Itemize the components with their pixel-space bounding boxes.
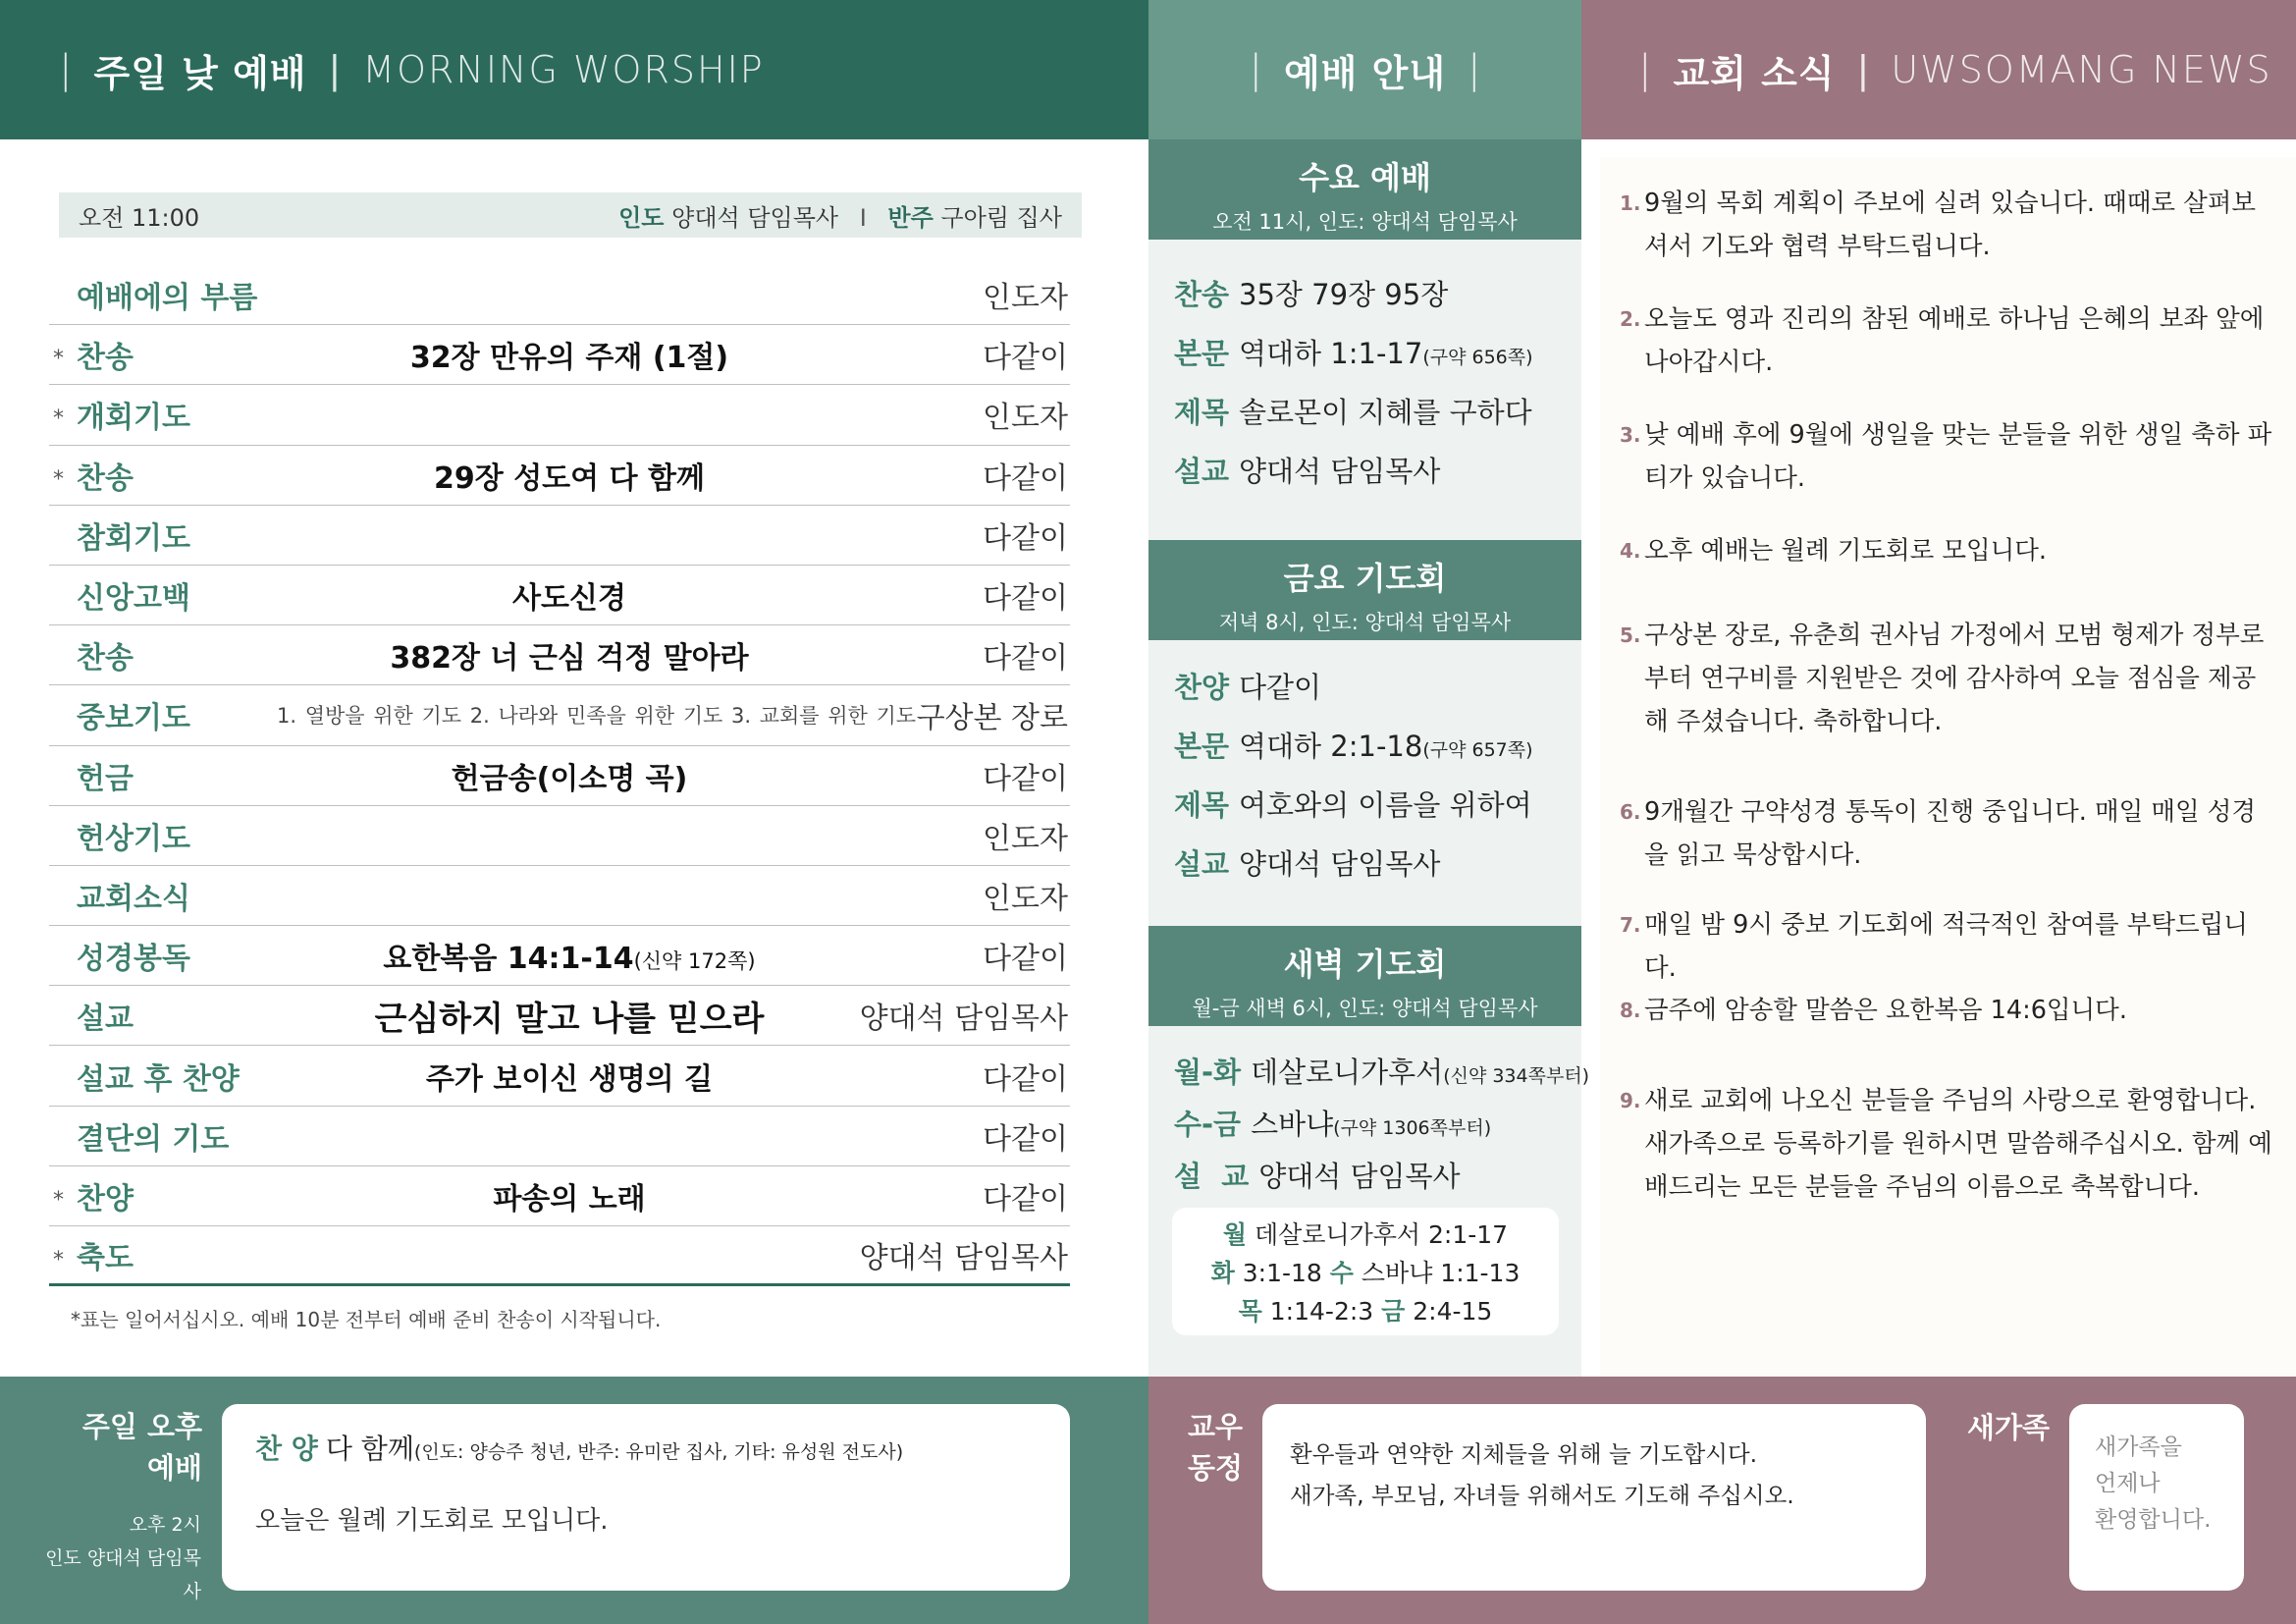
- new-family-card: [2069, 1404, 2244, 1591]
- fellowship-title: [1176, 1406, 1255, 1489]
- order-row: [49, 1166, 1070, 1226]
- item-page: (구약 1306쪽부터): [1333, 1117, 1492, 1139]
- news-item: [1620, 614, 2277, 743]
- order-performer: 다같이: [983, 520, 1068, 556]
- friday-text: [1174, 725, 1533, 765]
- order-row: [49, 866, 1070, 926]
- order-row: [49, 1107, 1070, 1166]
- order-performer: 양대석 담임목사: [859, 1241, 1068, 1276]
- accompanist-name: 구아림 집사: [940, 203, 1062, 232]
- order-label: 중보기도: [77, 701, 190, 736]
- friday-subtitle: 저녁 8시, 인도: 양대석 담임목사: [1218, 611, 1512, 634]
- order-label: 참회기도: [77, 520, 190, 556]
- item-value: 양대석 담임목사: [1258, 1160, 1461, 1193]
- item-value: 역대하 1:1-17: [1239, 337, 1423, 370]
- news-item: [1620, 1079, 2277, 1209]
- news-text: 9월의 목회 계획이 주보에 실려 있습니다. 때때로 살펴보셔서 기도와 협력 부탁드립니다.: [1644, 189, 2256, 261]
- order-content: 파송의 노래: [493, 1181, 646, 1217]
- item-value: 스바냐: [1251, 1108, 1334, 1141]
- order-performer: 다같이: [983, 581, 1068, 617]
- dawn-subtitle: 월-금 새벽 6시, 인도: 양대석 담임목사: [1192, 997, 1538, 1020]
- order-performer: 다같이: [983, 1181, 1068, 1217]
- order-performer: 인도자: [983, 401, 1068, 436]
- afternoon-praise: [255, 1428, 1037, 1467]
- news-text: 금주에 암송할 말씀은 요한복음 14:6입니다.: [1644, 996, 2127, 1025]
- order-performer: 다같이: [983, 761, 1068, 796]
- friday-title: 금요 기도회: [1283, 560, 1447, 597]
- wednesday-title: 수요 예배: [1299, 159, 1431, 196]
- order-row: [49, 625, 1070, 685]
- header-bar: |: [1638, 47, 1652, 92]
- order-content: 주가 보이신 생명의 길: [425, 1061, 714, 1097]
- afternoon-title-line: 예배: [146, 1451, 202, 1485]
- friday-preacher: [1174, 842, 1440, 883]
- order-row: [49, 746, 1070, 806]
- header-guide: [1148, 0, 1581, 139]
- order-label: 찬송: [77, 460, 133, 496]
- order-content: 382장 너 근심 걱정 말아라: [390, 641, 749, 677]
- item-key: 찬송: [1174, 278, 1230, 311]
- news-number: 4.: [1620, 539, 1641, 563]
- new-family-title: 새가족: [1967, 1411, 2051, 1444]
- friday-title-item: [1174, 784, 1532, 824]
- order-row: [49, 506, 1070, 566]
- afternoon-details: [29, 1508, 201, 1608]
- order-row: [49, 566, 1070, 625]
- day-key: 목: [1238, 1297, 1262, 1326]
- order-row: [49, 926, 1070, 986]
- header-title-kr: 주일 낮 예배: [93, 51, 307, 95]
- order-row: [49, 265, 1070, 325]
- wednesday-hymn: [1174, 273, 1448, 313]
- order-row: [49, 325, 1070, 385]
- fellowship-title-line: 교우: [1187, 1410, 1244, 1443]
- header-morning-worship: [0, 0, 1148, 139]
- news-number: 8.: [1620, 999, 1641, 1022]
- friday-hymn: [1174, 666, 1321, 706]
- dawn-schedule-line: [1172, 1254, 1559, 1292]
- order-performer: 다같이: [983, 1121, 1068, 1157]
- day-reading: 1:14-2:3: [1269, 1297, 1374, 1326]
- order-row: [49, 986, 1070, 1046]
- order-content: [245, 934, 893, 977]
- item-value: 양대석 담임목사: [1239, 455, 1441, 488]
- item-value: 데살로니가후서: [1251, 1056, 1444, 1089]
- order-label: 찬양: [77, 1181, 133, 1217]
- item-key: 설 교: [1174, 1160, 1250, 1193]
- stand-marker: *: [53, 1187, 64, 1213]
- news-item: [1620, 529, 2277, 572]
- order-of-service: [49, 265, 1070, 1286]
- new-family-line: 환영합니다.: [2095, 1507, 2212, 1533]
- header-news-title-kr: 교회 소식: [1673, 51, 1836, 95]
- service-info-bar: [59, 192, 1082, 238]
- standing-footnote: *표는 일어서십시오. 예배 10분 전부터 예배 준비 찬송이 시작됩니다.: [71, 1308, 662, 1331]
- header-separator: |: [328, 48, 342, 91]
- header-separator: |: [1856, 48, 1870, 91]
- afternoon-leader: 인도 양대석 담임목사: [45, 1547, 201, 1602]
- afternoon-time: 오후 2시: [129, 1514, 201, 1536]
- order-row: [49, 446, 1070, 506]
- item-key: 찬양: [1174, 671, 1230, 704]
- news-number: 3.: [1620, 423, 1641, 447]
- order-label: 설교 후 찬양: [77, 1061, 240, 1097]
- order-performer: 양대석 담임목사: [859, 1001, 1068, 1037]
- item-page: (구약 657쪽): [1422, 739, 1533, 761]
- order-row: [49, 685, 1070, 745]
- order-label: 결단의 기도: [77, 1121, 230, 1157]
- order-row: [49, 806, 1070, 866]
- scripture-reference: 요한복음 14:1-14: [383, 942, 634, 977]
- header-news-title-en: UWSOMANG NEWS: [1891, 48, 2272, 91]
- intercession-topics: 1. 열방을 위한 기도 2. 나라와 민족을 위한 기도 3. 교회를 위한 기도: [277, 704, 917, 729]
- order-performer: 인도자: [983, 821, 1068, 856]
- order-label: 신앙고백: [77, 581, 190, 617]
- order-label: 헌상기도: [77, 821, 190, 856]
- sermon-title: 근심하지 말고 나를 믿으라: [374, 999, 765, 1039]
- order-label: 예배에의 부름: [77, 281, 258, 316]
- stand-marker: *: [53, 347, 64, 372]
- news-text: 오후 예배는 월례 기도회로 모입니다.: [1644, 536, 2048, 566]
- order-performer: 다같이: [983, 641, 1068, 677]
- item-value: 다같이: [1239, 671, 1322, 704]
- news-item: [1620, 298, 2277, 384]
- order-performer: 다같이: [983, 1061, 1068, 1097]
- scripture-page: (신약 172쪽): [633, 949, 756, 974]
- news-number: 2.: [1620, 307, 1641, 331]
- fellowship-title-line: 동정: [1187, 1451, 1244, 1485]
- news-text: 구상본 장로, 유춘희 권사님 가정에서 모범 형제가 정부로부터 연구비를 지원받은 것에 감사하여 오늘 점심을 제공해 주셨습니다. 축하합니다.: [1644, 621, 2265, 736]
- order-performer: 다같이: [983, 460, 1068, 496]
- header-title-en: MORNING WORSHIP: [362, 48, 765, 91]
- leader-label: 인도: [618, 203, 665, 232]
- order-label: 찬송: [77, 341, 133, 376]
- order-row: [49, 1226, 1070, 1286]
- item-key: 제목: [1174, 788, 1230, 822]
- stand-marker: *: [53, 1248, 64, 1272]
- item-value: 양대석 담임목사: [1239, 847, 1441, 881]
- wednesday-text: [1174, 332, 1533, 372]
- day-key: 금: [1381, 1297, 1406, 1326]
- header-bar: |: [1249, 47, 1262, 92]
- item-value: 역대하 2:1-18: [1239, 730, 1423, 763]
- news-item: [1620, 989, 2277, 1032]
- wednesday-title-item: [1174, 391, 1532, 431]
- news-item: [1620, 413, 2277, 500]
- fellowship-line: 새가족, 부모님, 자녀들 위해서도 기도해 주십시오.: [1290, 1482, 1794, 1509]
- header-bar: |: [1468, 47, 1481, 92]
- new-family-line: 언제나: [2095, 1471, 2161, 1496]
- praise-credits: (인도: 양승주 청년, 반주: 유미란 집사, 기타: 유성원 전도사): [413, 1441, 904, 1463]
- news-item: [1620, 790, 2277, 877]
- news-text: 낮 예배 후에 9월에 생일을 맞는 분들을 위한 생일 축하 파티가 있습니다.: [1644, 420, 2272, 493]
- news-number: 9.: [1620, 1089, 1641, 1112]
- order-performer: 구상본 장로: [916, 701, 1068, 736]
- order-performer: 다같이: [983, 942, 1068, 977]
- dawn-schedule-box: [1172, 1208, 1559, 1335]
- order-label: 축도: [77, 1241, 133, 1276]
- fellowship-card: [1262, 1404, 1926, 1591]
- stand-marker: *: [53, 466, 64, 492]
- news-number: 5.: [1620, 623, 1641, 647]
- dawn-header: [1148, 926, 1581, 1026]
- order-label: 찬송: [77, 641, 133, 677]
- dawn-wed-fri: [1174, 1103, 1491, 1143]
- item-value: 솔로몬이 지혜를 구하다: [1239, 396, 1532, 429]
- news-number: 7.: [1620, 913, 1641, 937]
- order-performer: 인도자: [983, 281, 1068, 316]
- order-label: 헌금: [77, 761, 133, 796]
- afternoon-title: [26, 1406, 202, 1489]
- order-content: 사도신경: [512, 581, 626, 617]
- order-content: 32장 만유의 주재 (1절): [409, 341, 729, 376]
- order-row: [49, 385, 1070, 445]
- praise-key: 찬 양: [255, 1433, 318, 1465]
- news-item: [1620, 903, 2277, 990]
- item-key: 수-금: [1174, 1108, 1242, 1141]
- order-content: 29장 성도여 다 함께: [434, 460, 705, 496]
- order-label: 성경봉독: [77, 942, 190, 977]
- order-label: 교회소식: [77, 881, 190, 916]
- friday-header: [1148, 540, 1581, 640]
- day-reading: 스바냐 1:1-13: [1361, 1259, 1521, 1287]
- item-key: 본문: [1174, 730, 1230, 763]
- order-label: 설교: [77, 1001, 133, 1037]
- leader-name: 양대석 담임목사: [671, 203, 839, 232]
- order-performer: 인도자: [983, 881, 1068, 916]
- news-text: 새로 교회에 나오신 분들을 주님의 사랑으로 환영합니다. 새가족으로 등록하기를 원하시면 말씀해주십시오. 함께 예배드리는 모든 분들을 주님의 이름으로 축복합니다.: [1644, 1086, 2272, 1202]
- news-number: 1.: [1620, 191, 1641, 215]
- service-time: 오전 11:00: [79, 203, 200, 232]
- item-key: 설교: [1174, 455, 1230, 488]
- header-news: [1581, 0, 2296, 139]
- item-page: (신약 334쪽부터): [1443, 1065, 1590, 1087]
- header-guide-title: 예배 안내: [1283, 51, 1447, 95]
- wednesday-preacher: [1174, 450, 1440, 490]
- new-family-line: 새가족을: [2095, 1435, 2182, 1460]
- dawn-mon-tue: [1174, 1051, 1589, 1091]
- wednesday-subtitle: 오전 11시, 인도: 양대석 담임목사: [1212, 210, 1518, 234]
- accompanist-label: 반주: [887, 203, 934, 232]
- afternoon-note: 오늘은 월례 기도회로 모입니다.: [255, 1506, 609, 1536]
- header-bar: |: [59, 47, 73, 92]
- dawn-preacher: [1174, 1155, 1461, 1195]
- dawn-title: 새벽 기도회: [1283, 946, 1447, 983]
- service-leaders: [618, 198, 1062, 233]
- day-key: 수: [1329, 1259, 1354, 1287]
- news-text: 매일 밤 9시 중보 기도회에 적극적인 참여를 부탁드립니다.: [1644, 910, 2248, 983]
- news-item: [1620, 182, 2277, 268]
- afternoon-title-line: 주일 오후: [81, 1410, 202, 1443]
- dawn-schedule-line: [1172, 1216, 1559, 1254]
- fellowship-line: 환우들과 연약한 지체들을 위해 늘 기도합시다.: [1290, 1440, 1758, 1468]
- leader-separator: I: [859, 203, 867, 232]
- day-key: 월: [1222, 1220, 1248, 1249]
- order-content: 헌금송(이소명 곡): [451, 761, 688, 796]
- order-performer: 다같이: [983, 341, 1068, 376]
- order-row: [49, 1046, 1070, 1106]
- news-text: 오늘도 영과 진리의 참된 예배로 하나님 은혜의 보좌 앞에 나아갑시다.: [1644, 304, 2265, 377]
- item-key: 제목: [1174, 396, 1230, 429]
- news-number: 6.: [1620, 800, 1641, 824]
- praise-value: 다 함께: [325, 1433, 414, 1465]
- item-value: 여호와의 이름을 위하여: [1239, 788, 1532, 822]
- stand-marker: *: [53, 406, 64, 432]
- item-page: (구약 656쪽): [1422, 347, 1533, 368]
- day-reading: 3:1-18: [1242, 1259, 1322, 1287]
- item-value: 35장 79장 95장: [1239, 278, 1449, 311]
- day-key: 화: [1210, 1259, 1235, 1287]
- wednesday-header: [1148, 139, 1581, 240]
- item-key: 설교: [1174, 847, 1230, 881]
- order-label: 개회기도: [77, 401, 190, 436]
- afternoon-card: [222, 1404, 1070, 1591]
- item-key: 월-화: [1174, 1056, 1242, 1089]
- day-reading: 2:4-15: [1413, 1297, 1493, 1326]
- news-text: 9개월간 구약성경 통독이 진행 중입니다. 매일 매일 성경을 읽고 묵상합시다.: [1644, 797, 2256, 870]
- item-key: 본문: [1174, 337, 1230, 370]
- dawn-schedule-line: [1172, 1292, 1559, 1330]
- day-reading: 데살로니가후서 2:1-17: [1255, 1220, 1509, 1249]
